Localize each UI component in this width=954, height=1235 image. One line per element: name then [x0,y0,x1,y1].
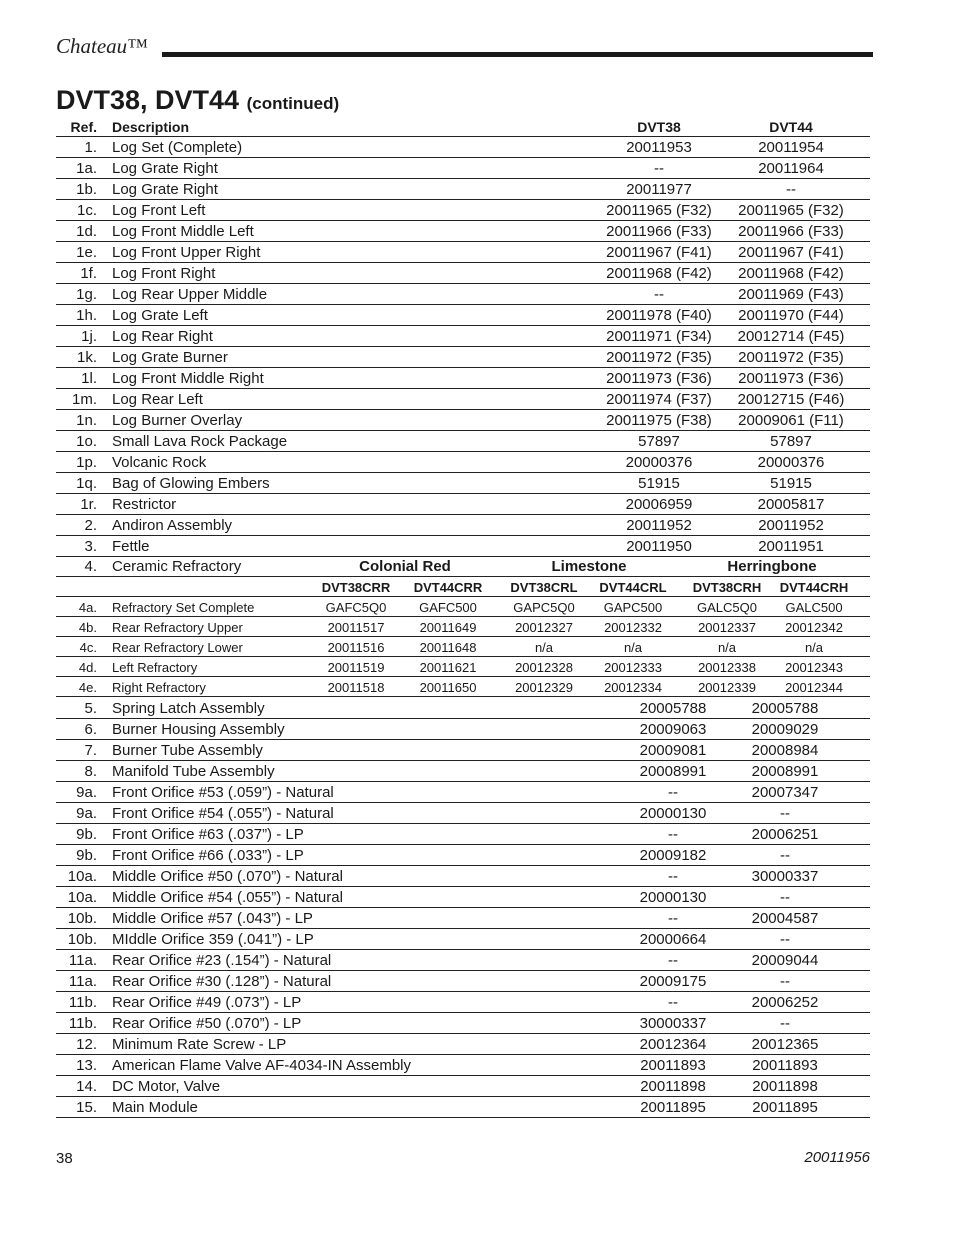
table-row [56,740,870,761]
page-number: 38 [56,1150,73,1167]
row-description: Log Front Left [112,202,206,219]
table-row [56,1013,870,1034]
refractory-value: 20011517 [327,620,385,635]
row-dvt38: 20009175 [639,973,707,990]
refractory-value: GAFC5Q0 [325,600,387,615]
row-ref: 9b. [76,826,97,843]
row-ref: 10b. [67,931,97,948]
row-description: Spring Latch Assembly [112,700,265,717]
row-description: Log Set (Complete) [112,139,243,156]
row-description: Log Grate Right [112,181,218,198]
row-dvt44: 20006252 [751,994,819,1011]
table-row [56,410,870,431]
row-dvt44: 20011966 (F33) [738,223,844,240]
refractory-value: 20012328 [515,660,573,675]
row-dvt44: 20007347 [751,784,819,801]
table-row [56,557,870,577]
table-row [56,908,870,929]
row-ref: 11a. [68,952,97,969]
table-row [56,824,870,845]
row-dvt44: 20004587 [751,910,819,927]
row-dvt38: -- [668,868,678,885]
row-description: Left Refractory [112,660,198,675]
header-rule [162,52,873,57]
refractory-value: 20011649 [419,620,477,635]
row-dvt38: 20011965 (F32) [606,202,712,219]
refractory-value: 20011621 [419,660,477,675]
row-ref: 6. [84,721,97,738]
table-row [56,200,870,221]
refractory-model-1: DVT44CRR [413,580,483,595]
row-ref: 5. [84,700,97,717]
refractory-group-1: Limestone [551,558,627,575]
refractory-group-2: Herringbone [727,558,817,575]
row-dvt44: 30000337 [751,868,819,885]
table-row [56,866,870,887]
row-dvt38: 20009063 [639,721,707,738]
row-dvt38: -- [654,160,664,177]
row-ref: 9a. [76,805,97,822]
row-ref: 11b. [68,1015,97,1032]
table-row [56,494,870,515]
row-dvt38: 20011968 (F42) [606,265,712,282]
refractory-model-2: DVT38CRL [510,580,578,595]
row-ref: 10b. [67,910,97,927]
refractory-value: 20012339 [698,680,756,695]
row-dvt44: 20011968 (F42) [738,265,844,282]
row-dvt38: 20011953 [626,139,692,156]
row-dvt44: 20005817 [757,496,825,513]
row-dvt44: 20009044 [751,952,819,969]
refractory-value: 20012344 [785,680,843,695]
table-row [56,992,870,1013]
row-description: Ceramic Refractory [112,558,242,575]
row-dvt44: 20009061 (F11) [738,412,844,429]
refractory-value: 20012333 [604,660,662,675]
row-description: Log Burner Overlay [112,412,243,429]
table-row [56,677,870,697]
row-dvt38: 20012364 [639,1036,707,1053]
table-row [56,1076,870,1097]
row-description: Minimum Rate Screw - LP [112,1036,287,1053]
row-ref: 1g. [76,286,97,303]
refractory-value: GAFC500 [419,600,477,615]
refractory-value: 20011516 [327,640,385,655]
refractory-model-3: DVT44CRL [599,580,667,595]
table-row [56,305,870,326]
row-description: Front Orifice #66 (.033”) - LP [112,847,304,864]
row-description: Front Orifice #63 (.037”) - LP [112,826,304,843]
row-dvt44: 57897 [770,433,812,450]
row-dvt44: 20011895 [752,1099,818,1116]
table-row [56,326,870,347]
row-dvt44: 20005788 [751,700,819,717]
row-ref: 1n. [76,412,97,429]
row-ref: 1e. [76,244,97,261]
table-row [56,637,870,657]
row-description: Front Orifice #53 (.059”) - Natural [112,784,334,801]
table-row [56,137,870,158]
refractory-model-5: DVT44CRH [779,580,849,595]
header-description: Description [112,119,190,135]
row-dvt38: 20008991 [639,763,707,780]
row-dvt38: 20000664 [639,931,707,948]
row-description: Log Rear Left [112,391,203,408]
row-dvt44: 20000376 [757,454,825,471]
refractory-value: 20012329 [515,680,573,695]
refractory-value: 20012334 [604,680,662,695]
row-description: Refractory Set Complete [112,600,255,615]
header-dvt44: DVT44 [769,119,813,135]
refractory-value: 20012342 [785,620,843,635]
refractory-model-4: DVT38CRH [692,580,762,595]
row-ref: 1c. [76,202,97,219]
refractory-value: 20012343 [785,660,843,675]
row-ref: 1a. [76,160,97,177]
row-ref: 4d. [78,660,97,675]
row-description: American Flame Valve AF-4034-IN Assembly [112,1057,411,1074]
table-row [56,719,870,740]
refractory-value: 20011648 [419,640,477,655]
row-dvt38: -- [654,286,664,303]
table-row [56,158,870,179]
refractory-value: n/a [804,640,824,655]
table-row [56,242,870,263]
row-dvt38: 20011973 (F36) [606,370,712,387]
table-row [56,263,870,284]
row-dvt38: 20011977 [626,181,692,198]
refractory-model-0: DVT38CRR [321,580,391,595]
row-ref: 12. [76,1036,97,1053]
row-ref: 1. [84,139,97,156]
row-ref: 1f. [80,265,97,282]
row-description: DC Motor, Valve [112,1078,221,1095]
table-row [56,536,870,557]
row-dvt38: 20011971 (F34) [606,328,712,345]
row-dvt44: 20012715 (F46) [737,391,845,408]
row-ref: 4a. [78,600,97,615]
row-dvt44: 20011898 [752,1078,818,1095]
row-dvt38: -- [668,910,678,927]
title-main: DVT38, DVT44 [56,85,240,115]
row-dvt38: 20009182 [639,847,707,864]
table-row [56,1097,870,1118]
table-row [56,698,870,719]
table-row [56,971,870,992]
row-dvt38: -- [668,826,678,843]
row-dvt38: -- [668,952,678,969]
row-dvt38: 20005788 [639,700,707,717]
row-dvt38: 57897 [638,433,680,450]
refractory-value: n/a [534,640,554,655]
row-description: Log Grate Burner [112,349,228,366]
row-dvt44: 51915 [770,475,812,492]
row-dvt38: 30000337 [639,1015,707,1032]
row-ref: 11b. [68,994,97,1011]
row-dvt44: -- [786,181,796,198]
row-ref: 1m. [71,391,97,408]
row-ref: 1k. [76,349,97,366]
table-row [56,347,870,368]
table-row [56,617,870,637]
row-ref: 14. [76,1078,97,1095]
row-ref: 10a. [67,868,97,885]
row-dvt44: -- [780,931,790,948]
row-dvt44: 20011973 (F36) [738,370,844,387]
refractory-value: 20011518 [327,680,385,695]
row-description: Rear Orifice #49 (.073”) - LP [112,994,302,1011]
refractory-value: n/a [623,640,643,655]
refractory-value: GAPC5Q0 [513,600,575,615]
row-dvt38: 20011974 (F37) [606,391,712,408]
row-ref: 10a. [67,889,97,906]
table-row [56,284,870,305]
table-row [56,368,870,389]
table-row [56,452,870,473]
table-row [56,929,870,950]
row-dvt44: 20009029 [751,721,819,738]
table-row [56,389,870,410]
table-row [56,473,870,494]
refractory-group-0: Colonial Red [359,558,451,575]
refractory-value: 20012337 [698,620,756,635]
row-dvt44: -- [780,973,790,990]
table-row [56,515,870,536]
row-dvt38: -- [668,784,678,801]
title-sub: (continued) [246,94,340,113]
row-description: Rear Orifice #50 (.070”) - LP [112,1015,302,1032]
header-dvt38: DVT38 [637,119,681,135]
row-description: Middle Orifice #57 (.043”) - LP [112,910,313,927]
refractory-value: 20011519 [327,660,385,675]
row-description: Middle Orifice #54 (.055”) - Natural [112,889,343,906]
row-description: Log Rear Right [112,328,213,345]
row-description: Front Orifice #54 (.055”) - Natural [112,805,334,822]
row-description: Rear Refractory Lower [112,640,243,655]
row-dvt44: 20006251 [751,826,819,843]
row-description: Log Grate Right [112,160,218,177]
table-row [56,597,870,617]
document-number: 20011956 [804,1149,870,1166]
refractory-value: GAPC500 [603,600,663,615]
row-dvt44: -- [780,889,790,906]
row-dvt44: 20011969 (F43) [738,286,844,303]
page-title [56,84,339,120]
row-ref: 8. [84,763,97,780]
row-dvt44: -- [780,805,790,822]
row-dvt38: 20011975 (F38) [606,412,712,429]
row-description: Main Module [112,1099,198,1116]
row-ref: 11a. [68,973,97,990]
row-dvt38: 20000376 [625,454,693,471]
row-dvt44: 20011970 (F44) [738,307,844,324]
row-dvt44: 20012714 (F45) [737,328,845,345]
row-description: Log Front Middle Right [112,370,264,387]
row-dvt38: 20011952 [626,517,692,534]
row-description: Burner Tube Assembly [112,742,263,759]
row-description: Log Front Upper Right [112,244,261,261]
row-description: Bag of Glowing Embers [112,475,270,492]
row-description: Manifold Tube Assembly [112,763,275,780]
row-ref: 2. [84,517,97,534]
row-dvt38: 20011950 [626,538,692,555]
row-description: Volcanic Rock [112,454,207,471]
row-ref: 1b. [76,181,97,198]
row-description: Log Rear Upper Middle [112,286,268,303]
row-description: Middle Orifice #50 (.070”) - Natural [112,868,343,885]
row-dvt38: 20011966 (F33) [606,223,712,240]
row-description: Fettle [112,538,150,555]
table-row [56,782,870,803]
row-dvt44: 20011951 [758,538,824,555]
row-dvt44: 20008991 [751,763,819,780]
row-ref: 1p. [76,454,97,471]
table-row [56,179,870,200]
row-description: MIddle Orifice 359 (.041”) - LP [112,931,314,948]
table-row [56,577,870,597]
row-dvt38: 20006959 [625,496,693,513]
refractory-value: 20012338 [698,660,756,675]
row-dvt38: 20011972 (F35) [606,349,712,366]
table-row [56,1055,870,1076]
row-ref: 15. [76,1099,97,1116]
table-row [56,887,870,908]
row-ref: 7. [84,742,97,759]
row-dvt44: 20011965 (F32) [738,202,844,219]
row-description: Rear Refractory Upper [112,620,243,635]
row-description: Right Refractory [112,680,206,695]
row-dvt44: 20011964 [758,160,824,177]
row-description: Burner Housing Assembly [112,721,285,738]
row-dvt44: 20011952 [758,517,824,534]
row-dvt38: 51915 [638,475,680,492]
refractory-value: 20012332 [604,620,662,635]
row-ref: 1o. [76,433,97,450]
row-dvt44: 20011954 [758,139,824,156]
row-ref: 1q. [76,475,97,492]
row-dvt44: -- [780,847,790,864]
row-description: Restrictor [112,496,177,513]
row-dvt44: 20011972 (F35) [738,349,844,366]
table-row [56,845,870,866]
row-dvt38: 20011893 [640,1057,706,1074]
row-dvt44: 20011893 [752,1057,818,1074]
row-ref: 4. [84,558,97,575]
table-row [56,657,870,677]
refractory-value: GALC5Q0 [697,600,757,615]
row-ref: 1d. [76,223,97,240]
table-row [56,761,870,782]
row-description: Rear Orifice #23 (.154”) - Natural [112,952,332,969]
row-ref: 9b. [76,847,97,864]
row-dvt38: 20011898 [640,1078,706,1095]
row-ref: 4b. [78,620,97,635]
table-row [56,221,870,242]
table-row [56,431,870,452]
row-description: Rear Orifice #30 (.128”) - Natural [112,973,332,990]
row-dvt44: -- [780,1015,790,1032]
row-ref: 1l. [81,370,97,387]
row-description: Log Front Right [112,265,216,282]
header-ref: Ref. [70,119,97,135]
row-dvt38: 20011967 (F41) [606,244,712,261]
row-description: Log Front Middle Left [112,223,254,240]
refractory-value: 20011650 [419,680,477,695]
row-dvt38: 20011978 (F40) [606,307,712,324]
table-row [56,1034,870,1055]
row-dvt38: 20000130 [639,805,707,822]
table-header [56,116,870,137]
row-ref: 1r. [80,496,97,513]
row-ref: 1h. [76,307,97,324]
table-row [56,803,870,824]
row-ref: 3. [84,538,97,555]
row-dvt44: 20012365 [751,1036,819,1053]
table-row [56,950,870,971]
row-dvt38: 20011895 [640,1099,706,1116]
row-ref: 9a. [76,784,97,801]
row-ref: 4e. [78,680,97,695]
refractory-value: GALC500 [785,600,843,615]
row-dvt44: 20011967 (F41) [738,244,844,261]
row-dvt38: 20009081 [639,742,707,759]
refractory-value: n/a [717,640,737,655]
row-description: Small Lava Rock Package [112,433,288,450]
row-description: Log Grate Left [112,307,208,324]
row-dvt38: 20000130 [639,889,707,906]
row-dvt38: -- [668,994,678,1011]
row-dvt44: 20008984 [751,742,819,759]
row-ref: 4c. [79,640,97,655]
row-ref: 13. [76,1057,97,1074]
brand-title: Chateau™ [56,34,148,58]
row-description: Andiron Assembly [112,517,233,534]
refractory-value: 20012327 [515,620,573,635]
row-ref: 1j. [81,328,97,345]
